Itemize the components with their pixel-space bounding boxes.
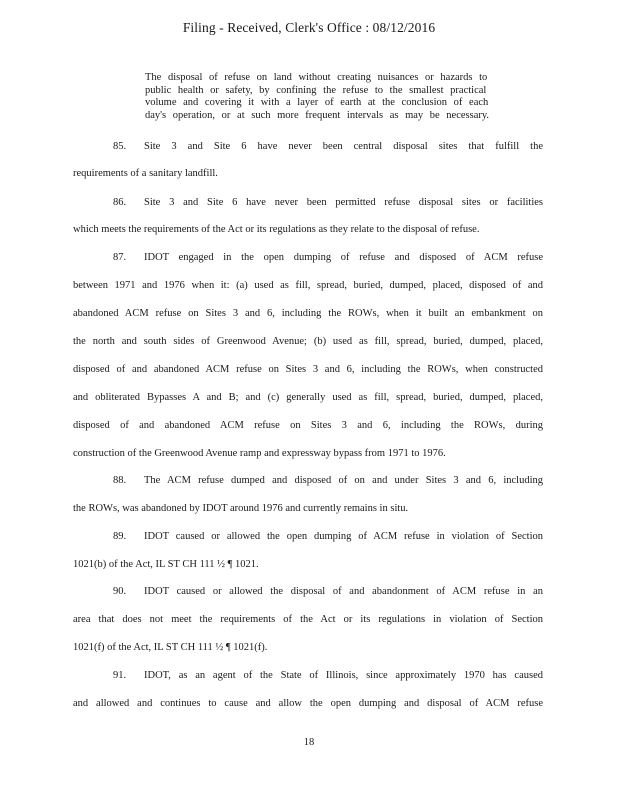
paragraph-first-line [113,585,543,599]
quote-line: public health or safety, by confining the refuse to the smallest practical [145,84,487,96]
paragraph-number: 87. [113,252,127,263]
paragraph-first-line [113,251,543,265]
page-number: 18 [303,737,315,748]
paragraph-number: 86. [113,197,127,208]
paragraph-line: area that does not meet the requirements of the Act or its regulations in violation of Section [73,614,543,625]
paragraph-first-line [113,140,543,154]
paragraph-line: disposed of and abandoned ACM refuse on Sites 3 and 6, including the ROWs, when constructed [73,364,543,375]
paragraph-line: and obliterated Bypasses A and B; and (c) generally used as fill, spread, buried, dumped, placed, [73,392,543,403]
paragraph-line: requirements of a sanitary landfill. [73,168,218,179]
paragraph-line: construction of the Greenwood Avenue ramp and expressway bypass from 1971 to 1976. [73,448,446,459]
paragraph-number: 89. [113,531,127,542]
paragraph-line: abandoned ACM refuse on Sites 3 and 6, including the ROWs, when it built an embankment on [73,308,543,319]
paragraph-text: IDOT engaged in the open dumping of refuse and disposed of ACM refuse [144,252,543,263]
paragraph-text: Site 3 and Site 6 have never been central disposal sites that fulfill the [144,141,543,152]
paragraph-number: 85. [113,141,127,152]
paragraph-number: 91. [113,670,127,681]
paragraph-first-line [113,530,543,544]
paragraph-line: which meets the requirements of the Act or its regulations as they relate to the disposal of refuse. [73,224,480,235]
paragraph-number: 90. [113,586,127,597]
paragraph-first-line [113,474,543,488]
paragraph-first-line [113,196,543,210]
paragraph-line: disposed of and abandoned ACM refuse on Sites 3 and 6, including the ROWs, during [73,420,543,431]
paragraph-line: the north and south sides of Greenwood Avenue; (b) used as fill, spread, buried, dumped, placed, [73,336,543,347]
paragraph-line: between 1971 and 1976 when it: (a) used as fill, spread, buried, dumped, placed, disposed of and [73,280,543,291]
paragraph-line: 1021(b) of the Act, IL ST CH 111 ½ ¶ 1021. [73,559,259,570]
paragraph-text: IDOT caused or allowed the disposal of and abandonment of ACM refuse in an [144,586,543,597]
block-quote [145,72,515,122]
quote-line: day's operation, or at such more frequent intervals as may be necessary. [145,109,490,121]
paragraph-text: IDOT caused or allowed the open dumping of ACM refuse in violation of Section [144,531,543,542]
paragraph-first-line [113,669,543,683]
paragraph-line: and allowed and continues to cause and allow the open dumping and disposal of ACM refuse [73,698,543,709]
paragraph-line: the ROWs, was abandoned by IDOT around 1976 and currently remains in situ. [73,503,409,514]
paragraph-text: The ACM refuse dumped and disposed of on and under Sites 3 and 6, including [144,475,543,486]
quote-line: volume and covering it with a layer of earth at the conclusion of each [145,97,489,109]
paragraph-number: 88. [113,475,127,486]
paragraph-text: IDOT, as an agent of the State of Illinois, since approximately 1970 has caused [144,670,543,681]
quote-line: The disposal of refuse on land without creating nuisances or hazards to [145,72,488,83]
paragraph-line: 1021(f) of the Act, IL ST CH 111 ½ ¶ 1021(f). [73,642,268,653]
filing-header: Filing - Received, Clerk's Office : 08/12/2016 [182,20,436,35]
paragraph-text: Site 3 and Site 6 have never been permitted refuse disposal sites or facilities [144,197,543,208]
